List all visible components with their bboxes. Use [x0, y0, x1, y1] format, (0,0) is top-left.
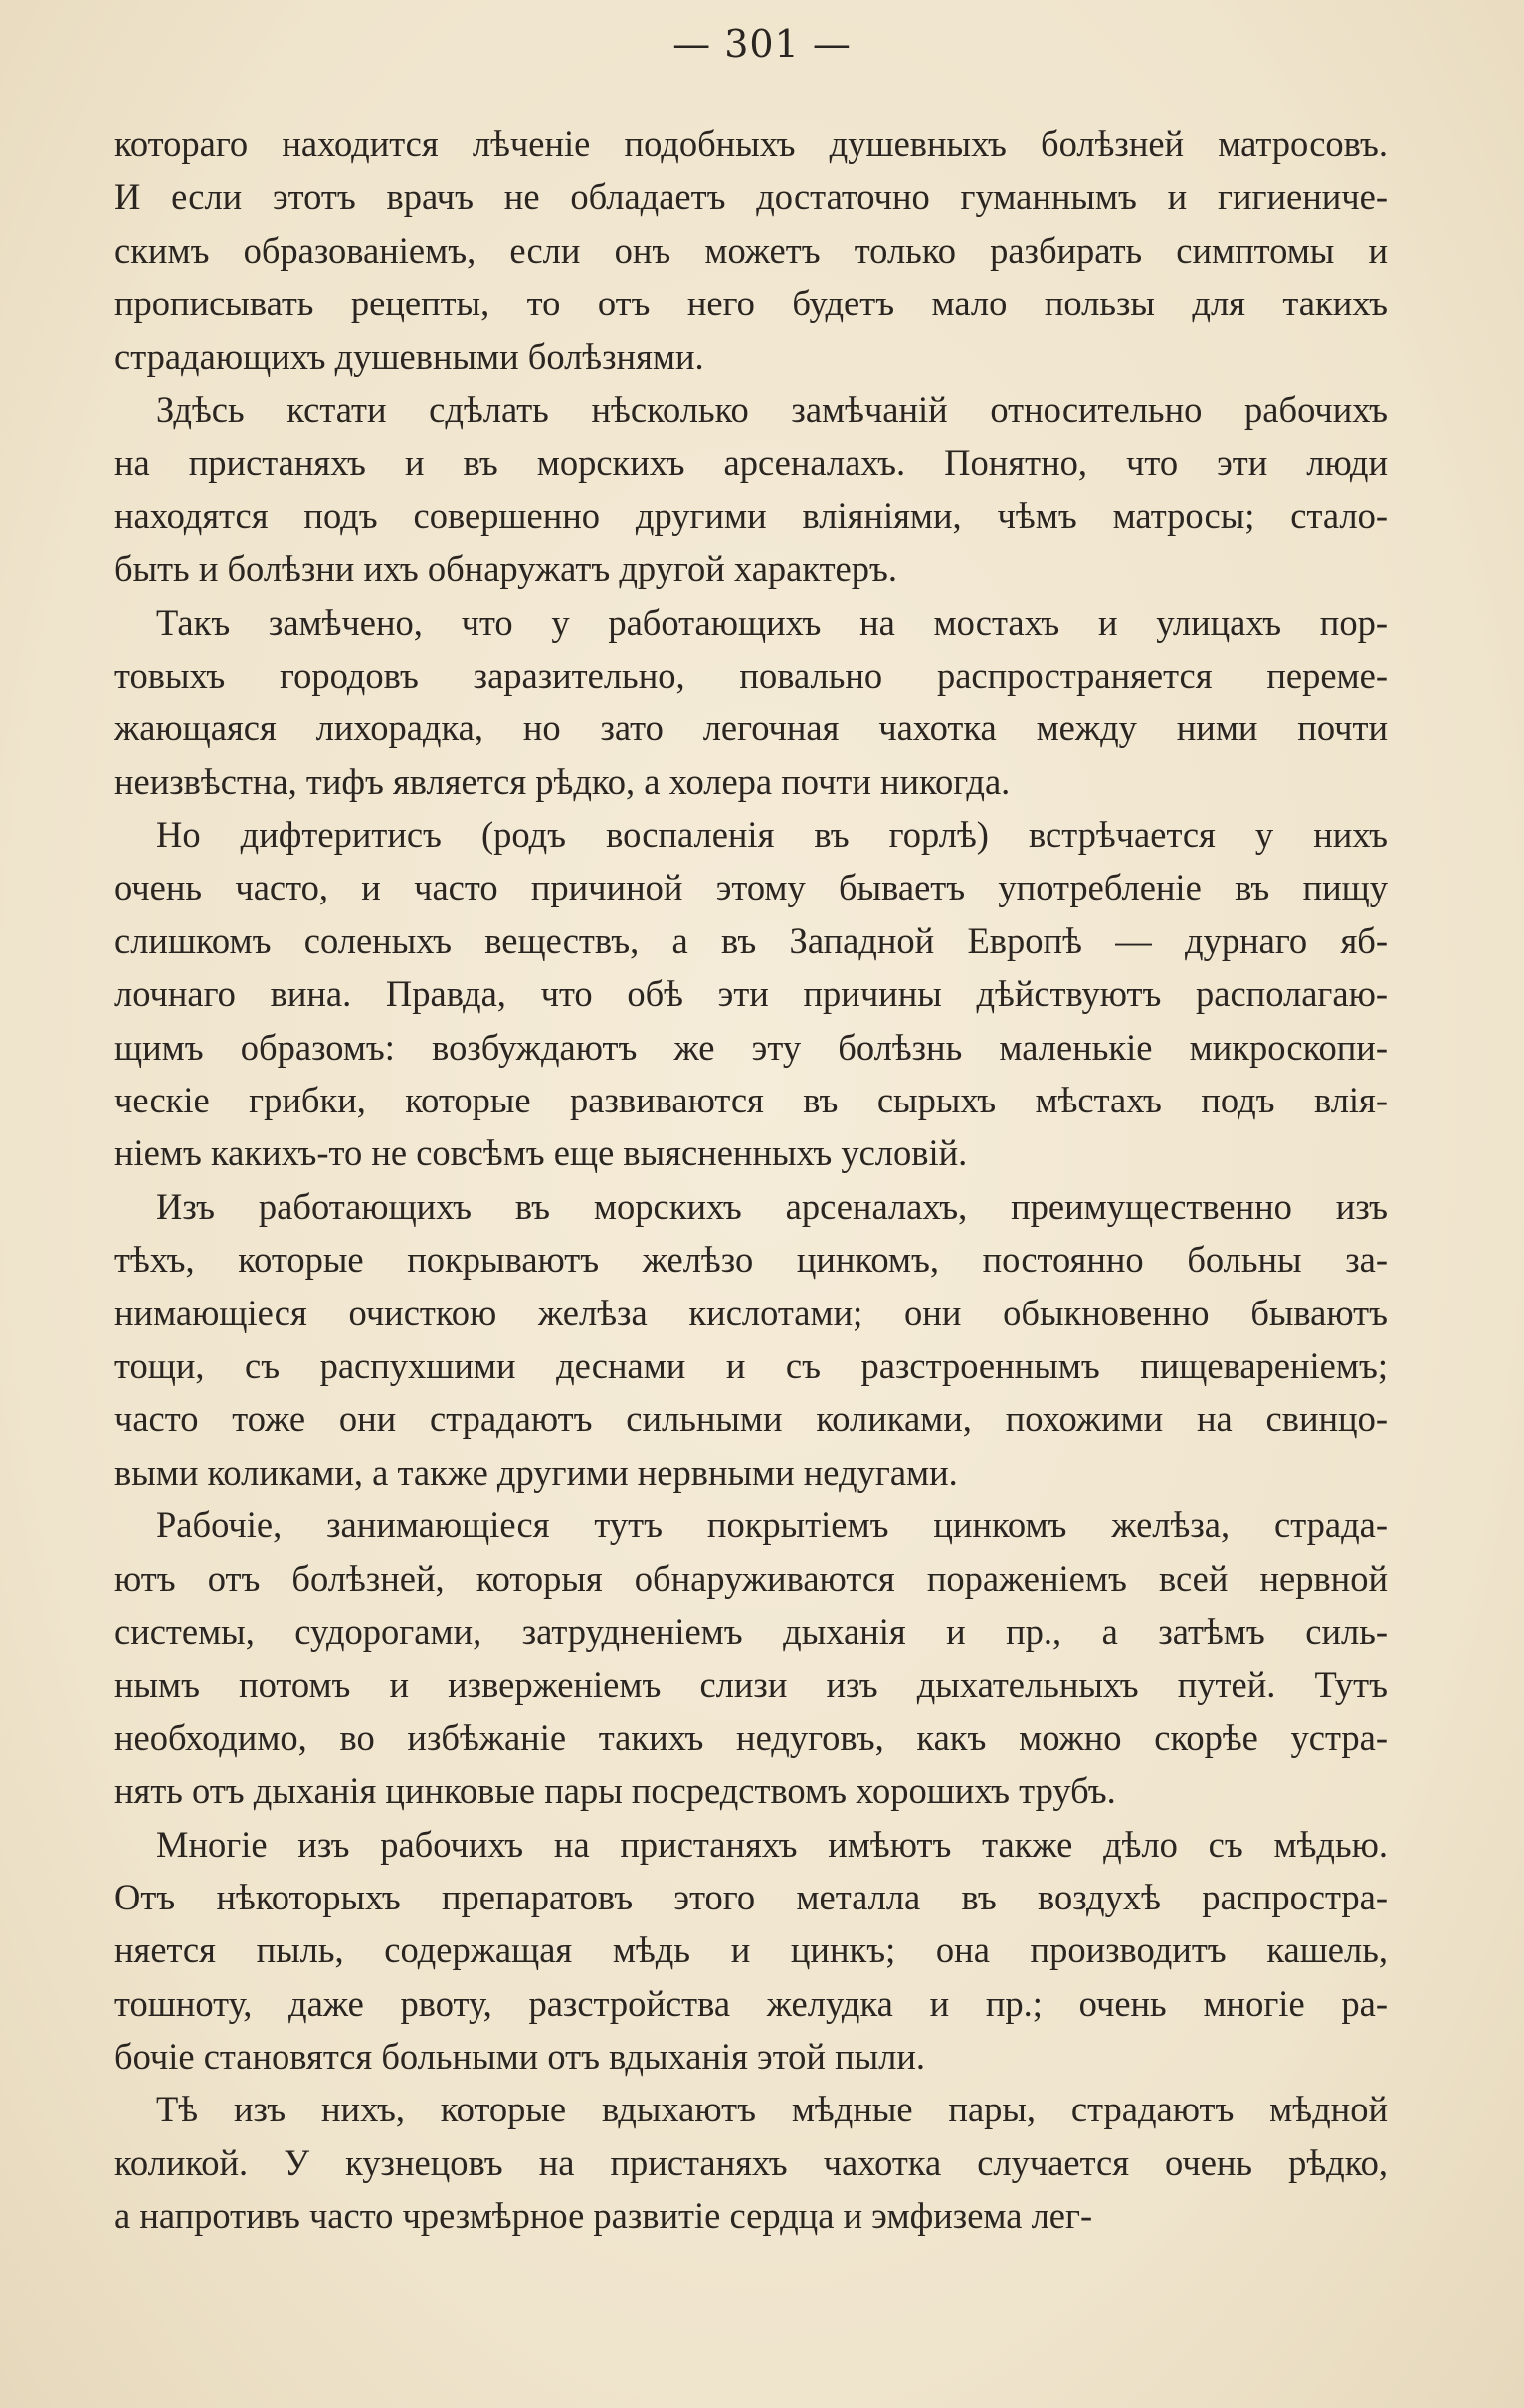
paragraph: [114, 1818, 1388, 2084]
text-line: часто тоже они страдаютъ сильными коликами, похожими на свинцо-: [114, 1398, 1388, 1440]
paragraph: [114, 1499, 1388, 1817]
text-line: выми коликами, а также другими нервными недугами.: [114, 1451, 958, 1493]
text-line: ческіе грибки, которые развиваются въ сырыхъ мѣстахъ подъ влія-: [114, 1080, 1388, 1121]
paragraph: [114, 596, 1388, 809]
text-line: страдающихъ душевными болѣзнями.: [114, 335, 704, 377]
text-line: И если этотъ врачъ не обладаетъ достаточно гуманнымъ и гигиениче-: [114, 176, 1388, 218]
text-line: бочіе становятся больными отъ вдыханія этой пыли.: [114, 2036, 926, 2078]
text-line: находятся подъ совершенно другими вліяніями, чѣмъ матросы; стало-: [114, 495, 1388, 536]
text-line: на пристаняхъ и въ морскихъ арсеналахъ. Понятно, что эти люди: [114, 442, 1388, 484]
text-line: Многіе изъ рабочихъ на пристаняхъ имѣютъ также дѣло съ мѣдью.: [156, 1823, 1388, 1865]
text-line: тѣхъ, которые покрываютъ желѣзо цинкомъ, постоянно больны за-: [114, 1239, 1388, 1281]
text-line: нять отъ дыханія цинковые пары посредствомъ хорошихъ трубъ.: [114, 1770, 1116, 1812]
text-line: необходимо, во избѣжаніе такихъ недуговъ, какъ можно скорѣе устра-: [114, 1716, 1388, 1758]
text-line: тощи, съ распухшими деснами и съ разстроеннымъ пищевареніемъ;: [114, 1344, 1388, 1386]
text-line: системы, судорогами, затрудненіемъ дыханія и пр., а затѣмъ силь-: [114, 1610, 1388, 1652]
text-line: Тѣ изъ нихъ, которые вдыхаютъ мѣдные пары, страдаютъ мѣдной: [156, 2089, 1388, 2130]
text-line: прописывать рецепты, то отъ него будетъ мало пользы для такихъ: [114, 283, 1388, 324]
text-line: Здѣсь кстати сдѣлать нѣсколько замѣчаній относительно рабочихъ: [156, 388, 1388, 430]
text-line: тошноту, даже рвоту, разстройства желудка и пр.; очень многіе ра-: [114, 1982, 1388, 2024]
paragraph: [114, 117, 1388, 383]
text-line: Изъ работающихъ въ морскихъ арсеналахъ, преимущественно изъ: [156, 1185, 1388, 1227]
text-line: нимающіеся очисткою желѣза кислотами; они обыкновенно бываютъ: [114, 1292, 1388, 1333]
paragraph: [114, 808, 1388, 1180]
text-line: нымъ потомъ и изверженіемъ слизи изъ дыхательныхъ путей. Тутъ: [114, 1664, 1388, 1706]
text-line: коликой. У кузнецовъ на пристаняхъ чахотка случается очень рѣдко,: [114, 2141, 1388, 2183]
paragraph: [114, 1180, 1388, 1499]
text-line: очень часто, и часто причиной этому бываетъ употребленіе въ пищу: [114, 867, 1388, 908]
text-line: Рабочіе, занимающіеся тутъ покрытіемъ цинкомъ желѣза, страда-: [156, 1505, 1388, 1546]
text-line: Такъ замѣчено, что у работающихъ на мостахъ и улицахъ пор-: [156, 601, 1388, 643]
text-line: няется пыль, содержащая мѣдь и цинкъ; она производитъ кашель,: [114, 1929, 1388, 1971]
text-line: Но дифтеритисъ (родъ воспаленія въ горлѣ) встрѣчается у нихъ: [156, 814, 1388, 856]
text-line: товыхъ городовъ заразительно, повально распространяется переме-: [114, 654, 1388, 696]
body-text: [114, 117, 1388, 2243]
paragraph: [114, 383, 1388, 596]
text-line: ютъ отъ болѣзней, которыя обнаруживаются пораженіемъ всей нервной: [114, 1557, 1388, 1599]
text-line: слишкомъ соленыхъ веществъ, а въ Западной Европѣ — дурнаго яб-: [114, 919, 1388, 961]
paragraph: [114, 2083, 1388, 2242]
text-line: жающаяся лихорадка, но зато легочная чахотка между ними почти: [114, 707, 1388, 749]
page-number: — 301 —: [672, 22, 852, 66]
text-line: ніемъ какихъ-то не совсѣмъ еще выясненныхъ условій.: [114, 1132, 968, 1174]
text-line: неизвѣстна, тифъ является рѣдко, а холера почти никогда.: [114, 760, 1011, 802]
text-line: Отъ нѣкоторыхъ препаратовъ этого металла въ воздухѣ распростра-: [114, 1876, 1388, 1917]
text-line: быть и болѣзни ихъ обнаружатъ другой характеръ.: [114, 548, 897, 590]
text-line: а напротивъ часто чрезмѣрное развитіе сердца и эмфизема лег-: [114, 2195, 1093, 2237]
text-line: котораго находится лѣченіе подобныхъ душевныхъ болѣзней матросовъ.: [114, 123, 1388, 164]
text-line: щимъ образомъ: возбуждаютъ же эту болѣзнь маленькіе микроскопи-: [114, 1026, 1388, 1068]
text-line: скимъ образованіемъ, если онъ можетъ только разбирать симптомы и: [114, 229, 1388, 271]
text-line: лочнаго вина. Правда, что обѣ эти причины дѣйствуютъ располагаю-: [114, 973, 1388, 1015]
